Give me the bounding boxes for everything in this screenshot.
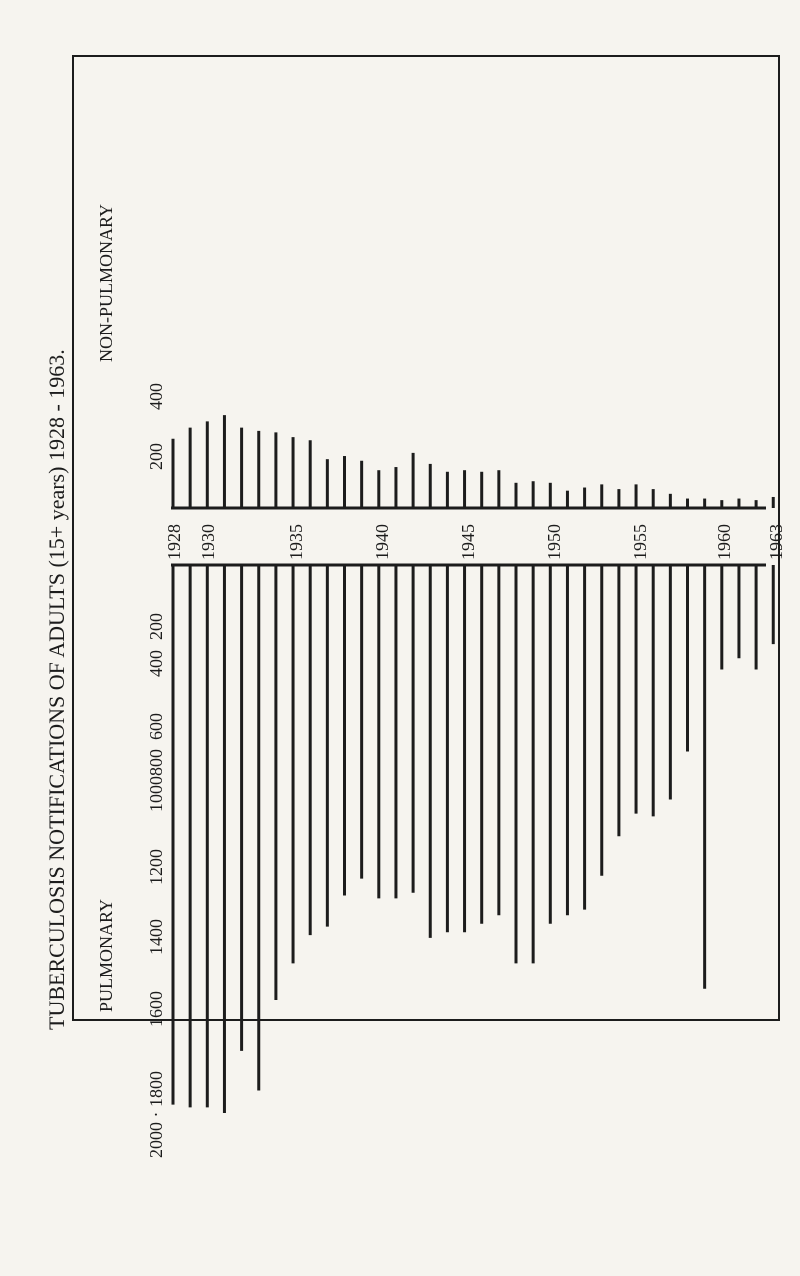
pulmonary-panel-label: PULMONARY — [96, 898, 116, 1012]
chart-title: TUBERCULOSIS NOTIFICATIONS OF ADULTS (15+ years) 1928 - 1963. — [44, 349, 69, 1030]
pulmonary-tick-label: 1400 — [146, 919, 166, 955]
pulmonary-tick-label: 800 — [146, 749, 166, 776]
pulmonary-tick-label: 1200 — [146, 849, 166, 885]
year-label: 1955 — [630, 524, 650, 560]
year-label: 1960 — [714, 524, 734, 560]
year-label: 1945 — [458, 524, 478, 560]
non-pulmonary-tick-label: 200 — [146, 443, 166, 470]
pulmonary-tick-label: 600 — [146, 713, 166, 740]
pulmonary-axis-ticks — [146, 613, 166, 1158]
year-label: 1930 — [198, 524, 218, 560]
year-label: 1940 — [372, 524, 392, 560]
non-pulmonary-bars — [173, 415, 773, 508]
pulmonary-tick-label: 1000 — [146, 776, 166, 812]
year-label: 1928 — [164, 524, 184, 560]
year-label: 1935 — [286, 524, 306, 560]
pulmonary-bars — [173, 565, 773, 1113]
pulmonary-tick-label: 200 — [146, 613, 166, 640]
pulmonary-tick-label: 2000 · 1800 — [146, 1071, 166, 1158]
non-pulmonary-panel-label: NON-PULMONARY — [96, 203, 116, 362]
year-label: 1950 — [544, 524, 564, 560]
pulmonary-tick-label: 400 — [146, 650, 166, 677]
year-axis — [164, 524, 786, 560]
year-label: 1963 — [766, 524, 786, 560]
non-pulmonary-tick-label: 400 — [146, 383, 166, 410]
pulmonary-tick-label: 1600 — [146, 991, 166, 1027]
non-pulmonary-axis-ticks — [146, 383, 166, 470]
